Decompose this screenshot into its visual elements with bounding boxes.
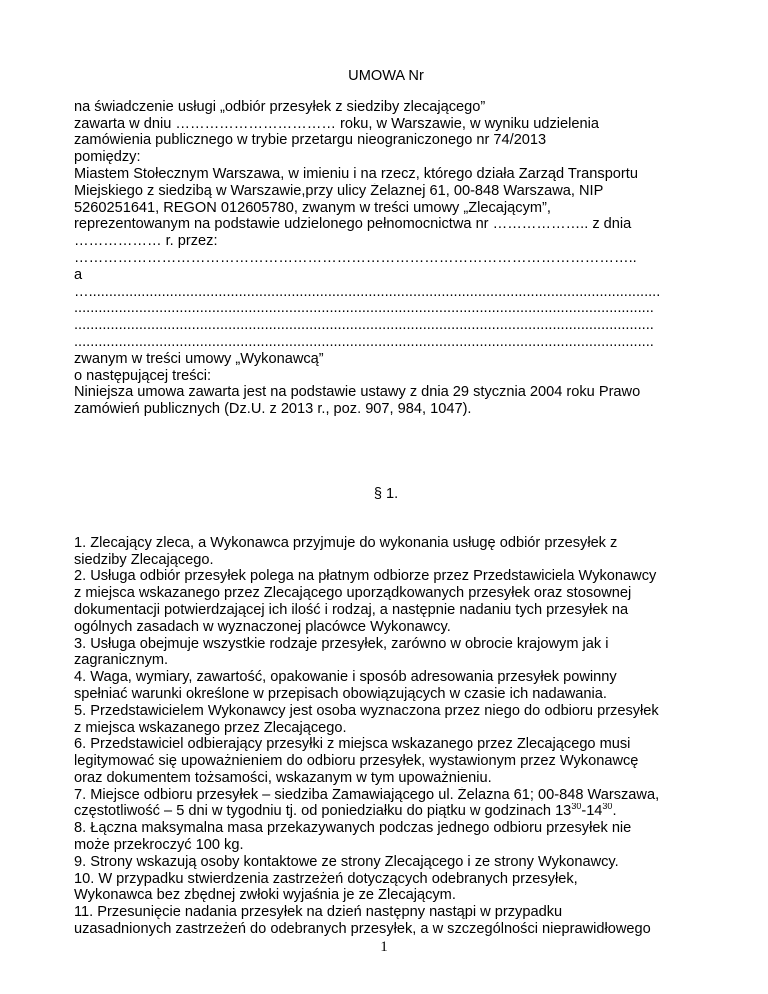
body-line: 8. Łączna maksymalna masa przekazywanych podczas jednego odbioru przesyłek nie [74, 820, 632, 837]
body-line: uzasadnionych zastrzeżeń do odebranych przesyłek, a w szczególności nieprawidłowego [74, 921, 651, 938]
intro-line: reprezentowanym na podstawie udzielonego pełnomocnictwa nr ……………….. z dnia [74, 216, 632, 233]
intro-line: zwanym w treści umowy „Wykonawcą” [74, 350, 324, 367]
intro-line: na świadczenie usługi „odbiór przesyłek z siedziby zlecającego” [74, 98, 486, 115]
body-line: 10. W przypadku stwierdzenia zastrzeżeń dotyczących odebranych przesyłek, [74, 870, 578, 887]
body-line: 5. Przedstawicielem Wykonawcy jest osoba wyznaczona przez niego do odbioru przesyłek [74, 702, 659, 719]
body-line: 9. Strony wskazują osoby kontaktowe ze strony Zlecającego i ze strony Wykonawcy. [74, 853, 619, 870]
hours-suffix: . [612, 803, 617, 820]
body-line: dokumentacji potwierdzającej ich ilość i rodzaj, a następnie nadaniu tych przesyłek na [74, 601, 629, 618]
body-line: ogólnych zasadach w wyznaczonej placówce Wykonawcy. [74, 618, 451, 635]
body-line: Wykonawca bez zbędnej zwłoki wyjaśnia je ze Zlecającym. [74, 887, 456, 904]
body-line: 4. Waga, wymiary, zawartość, opakowanie i sposób adresowania przesyłek powinny [74, 669, 617, 686]
section-body [74, 535, 698, 938]
intro-line: ……………… r. przez: [74, 233, 218, 250]
dotted-line: …............................................................................................................................................. [74, 283, 661, 300]
dotted-line: ............................................................................................................................................... [74, 317, 654, 334]
document-title: UMOWA Nr [348, 68, 424, 84]
body-line: z miejsca wskazanego przez Zlecającego uporządkowanych przesyłek oraz stosownej [74, 585, 632, 602]
hours-line [74, 803, 698, 820]
body-line: 1. Zlecający zleca, a Wykonawca przyjmuje do wykonania usługę odbiór przesyłek z [74, 534, 618, 551]
intro-line: Miejskiego z siedzibą w Warszawie,przy ulicy Żelaznej 61, 00-848 Warszawa, NIP [74, 182, 604, 199]
hours-mid: -14 [581, 803, 603, 820]
intro-line: zamówienia publicznego w trybie przetargu nieograniczonego nr 74/2013 [74, 132, 547, 149]
body-line: może przekroczyć 100 kg. [74, 837, 244, 854]
hours-prefix: częstotliwość – 5 dni w tygodniu tj. od poniedziałku do piątku w godzinach 13 [74, 803, 572, 820]
document-page [74, 68, 698, 938]
intro-line: 5260251641, REGON 012605780, zwanym w treści umowy „Zlecającym”, [74, 199, 551, 216]
dotted-line: ............................................................................................................................................... [74, 300, 654, 317]
body-line: siedziby Zlecającego. [74, 551, 214, 568]
intro-block [74, 99, 698, 418]
dotted-line: …………………………………………………………………………………………………….. [74, 249, 637, 266]
body-line: zagranicznym. [74, 652, 169, 669]
intro-line: o następującej treści: [74, 367, 212, 384]
intro-line: Miastem Stołecznym Warszawa, w imieniu i na rzecz, którego działa Zarząd Transportu [74, 165, 638, 182]
hours-start-minutes: 30 [571, 803, 582, 811]
section-heading: § 1. [373, 485, 399, 502]
body-line: spełniać warunki określone w przepisach obowiązujących w czasie ich nadawania. [74, 685, 607, 702]
dotted-line: ............................................................................................................................................... [74, 333, 654, 350]
body-line: z miejsca wskazanego przez Zlecającego. [74, 719, 347, 736]
intro-line: Niniejsza umowa zawarta jest na podstawie ustawy z dnia 29 stycznia 2004 roku Prawo [74, 384, 641, 401]
body-line: 7. Miejsce odbioru przesyłek – siedziba Zamawiającego ul. Żelazna 61; 00-848 Warszawa, [74, 786, 660, 803]
body-line: oraz dokumentem tożsamości, wskazanym w tym upoważnieniu. [74, 769, 492, 786]
intro-line: pomiędzy: [74, 149, 141, 166]
body-line: legitymować się upoważnieniem do odbioru przesyłek, wystawionym przez Wykonawcę [74, 753, 639, 770]
page-number: 1 [380, 939, 388, 955]
hours-end-minutes: 30 [602, 803, 613, 811]
body-line: 3. Usługa obejmuje wszystkie rodzaje przesyłek, zarówno w obrocie krajowym jak i [74, 635, 609, 652]
intro-line: zamówień publicznych (Dz.U. z 2013 r., poz. 907, 984, 1047). [74, 401, 472, 418]
intro-line: zawarta w dniu …………………………… roku, w Warszawie, w wyniku udzielenia [74, 115, 599, 132]
intro-line: a [74, 266, 83, 283]
body-line: 6. Przedstawiciel odbierający przesyłki z miejsca wskazanego przez Zlecającego musi [74, 736, 631, 753]
body-line: 2. Usługa odbiór przesyłek polega na płatnym odbiorze przez Przedstawiciela Wykonawcy [74, 568, 657, 585]
body-line: 11. Przesunięcie nadania przesyłek na dzień następny nastąpi w przypadku [74, 904, 563, 921]
